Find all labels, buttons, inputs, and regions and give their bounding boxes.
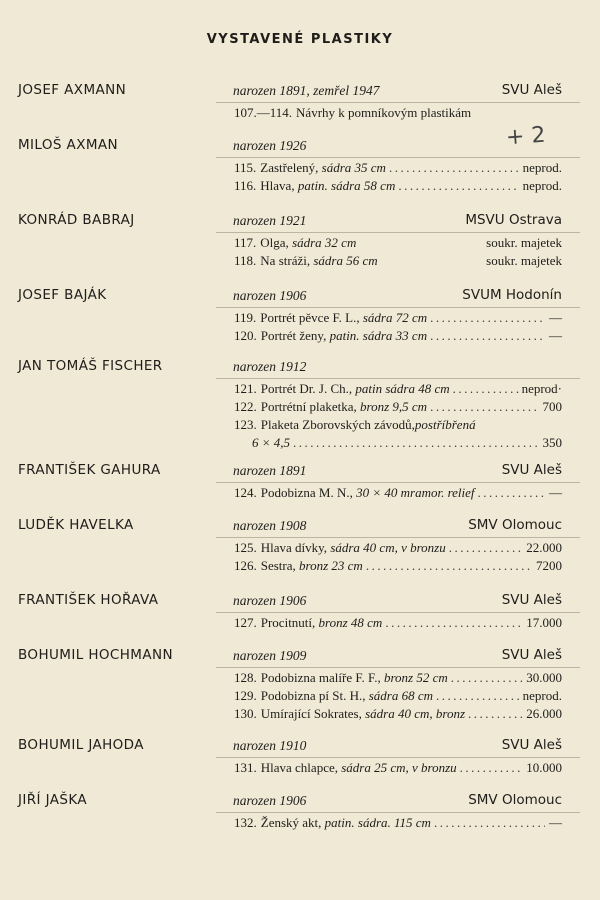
work-description: sádra 40 cm, bronz [361, 706, 466, 721]
work-description: postříbřená [414, 417, 476, 432]
work-title: Procitnutí, [260, 615, 316, 630]
artist-name: FRANTIŠEK HOŘAVA [18, 592, 159, 608]
work-number: 117. [234, 235, 257, 250]
work-title: Umírající Sokrates, [260, 706, 362, 721]
dot-leader [385, 615, 523, 631]
divider-line [216, 482, 580, 483]
work-row [234, 615, 562, 633]
page-title: VYSTAVENÉ PLASTIKY [206, 32, 394, 47]
work-title: Hlava, [260, 178, 295, 193]
artist-entry [18, 737, 582, 775]
work-description: sádra 35 cm [318, 160, 386, 175]
divider-line [216, 812, 580, 813]
work-price: 22.000 [526, 540, 562, 555]
artist-org: SVU Aleš [501, 82, 562, 98]
work-title: Olga, [260, 235, 289, 250]
work-row [234, 381, 562, 399]
artist-born: narozen 1926 [233, 138, 307, 153]
artist-org: SVU Aleš [501, 737, 562, 753]
dot-leader [468, 706, 523, 722]
work-title: Návrhy k pomníkovým plastikám [296, 105, 472, 120]
work-price: 10.000 [526, 760, 562, 775]
artist-header [18, 82, 582, 100]
work-number: 129. [234, 688, 257, 703]
work-row [234, 328, 562, 346]
work-description: sádra 72 cm [359, 310, 428, 325]
artist-name: LUDĚK HAVELKA [18, 517, 134, 533]
work-row-continued [234, 435, 562, 451]
work-description: sádra 25 cm, v bronzu [337, 760, 457, 775]
works-list [234, 485, 562, 503]
work-row [234, 399, 562, 417]
artist-entry [18, 462, 582, 500]
artist-name: JOSEF AXMANN [18, 82, 127, 98]
work-price: soukr. majetek [486, 235, 562, 250]
work-description: patin. sádra. 115 cm [321, 815, 431, 830]
work-number: 123. [234, 417, 257, 432]
work-description: sádra 40 cm, v bronzu [327, 540, 446, 555]
artist-entry [18, 647, 582, 721]
work-title: Ženský akt, [260, 815, 322, 830]
work-description: patin. sádra 58 cm [294, 178, 396, 193]
artist-header [18, 287, 582, 305]
work-number: 116. [234, 178, 257, 193]
dot-leader [430, 399, 539, 415]
artist-born: narozen 1908 [233, 518, 307, 533]
work-price: 17.000 [526, 615, 562, 630]
dot-leader [398, 178, 519, 194]
artist-header [18, 792, 582, 810]
artist-born: narozen 1909 [233, 648, 307, 663]
work-row [234, 540, 562, 558]
dot-leader [389, 160, 520, 176]
work-number: 120. [234, 328, 257, 343]
work-description: sádra 68 cm [365, 688, 434, 703]
divider-line [216, 232, 580, 233]
work-title: Podobizna pí St. H., [260, 688, 366, 703]
work-description: 30 × 40 mramor. relief [352, 485, 475, 500]
works-list [234, 540, 562, 576]
artist-name: BOHUMIL HOCHMANN [18, 647, 173, 663]
dot-leader [430, 328, 545, 344]
work-row [234, 105, 562, 123]
work-title: Plaketa Zborovských závodů, [260, 417, 415, 432]
artist-name: JIŘÍ JAŠKA [18, 792, 88, 808]
work-number: 107.—114. [234, 105, 293, 120]
work-title: Hlava chlapce, [260, 760, 338, 775]
work-title: Hlava dívky, [260, 540, 328, 555]
divider-line [216, 157, 580, 158]
artist-born: narozen 1906 [233, 793, 307, 808]
work-number: 132. [234, 815, 257, 830]
work-row [234, 417, 562, 435]
work-title: Podobizna malíře F. F., [260, 670, 381, 685]
work-price: neprod. [522, 178, 562, 193]
artist-born: narozen 1921 [233, 213, 307, 228]
work-price: neprod. [522, 688, 562, 703]
work-title: Portrétní plaketka, [260, 399, 357, 414]
work-number: 125. [234, 540, 257, 555]
artist-header [18, 212, 582, 230]
work-row [234, 815, 562, 833]
works-list [234, 310, 562, 346]
divider-line [216, 757, 580, 758]
artist-name: KONRÁD BABRAJ [18, 212, 135, 228]
artist-org: SVU Aleš [501, 462, 562, 478]
divider-line [216, 537, 580, 538]
work-price: — [549, 815, 562, 830]
artist-entry [18, 792, 582, 830]
works-list [234, 615, 562, 633]
work-title: Portrét pěvce F. L., [260, 310, 360, 325]
artist-born: narozen 1910 [233, 738, 307, 753]
work-row [234, 235, 562, 253]
artist-org: SMV Olomouc [468, 517, 562, 533]
work-description: bronz 48 cm [315, 615, 383, 630]
dot-leader [453, 381, 519, 397]
dot-leader [449, 540, 524, 556]
artist-entry [18, 82, 582, 120]
work-price: — [549, 485, 562, 500]
artist-name: JAN TOMÁŠ FISCHER [18, 358, 163, 374]
works-list [234, 105, 562, 123]
artist-org: SMV Olomouc [468, 792, 562, 808]
work-price: 350 [542, 435, 562, 450]
artist-entry [18, 212, 582, 268]
work-title: Portrét ženy, [260, 328, 327, 343]
divider-line [216, 378, 580, 379]
work-description: patin. sádra 33 cm [326, 328, 428, 343]
artist-entry [18, 592, 582, 630]
work-title: Podobizna M. N., [260, 485, 353, 500]
artist-born: narozen 1891 [233, 463, 307, 478]
work-price: 7200 [536, 558, 562, 573]
artist-entry [18, 517, 582, 573]
artist-name: JOSEF BAJÁK [18, 287, 107, 303]
divider-line [216, 102, 580, 103]
work-number: 130. [234, 706, 257, 721]
artist-org: SVUM Hodonín [462, 287, 562, 303]
work-number: 128. [234, 670, 257, 685]
work-title: Zastřelený, [260, 160, 319, 175]
dot-leader [451, 670, 523, 686]
work-title: Na stráži, [260, 253, 311, 268]
work-title: Sestra, [260, 558, 296, 573]
work-number: 131. [234, 760, 257, 775]
works-list [234, 670, 562, 724]
work-description: sádra 32 cm [288, 235, 357, 250]
divider-line [216, 667, 580, 668]
works-list [234, 160, 562, 196]
dot-leader [293, 435, 539, 451]
work-row [234, 558, 562, 576]
artist-entry [18, 358, 582, 450]
work-row [234, 706, 562, 724]
work-row [234, 670, 562, 688]
artist-entry [18, 137, 582, 193]
dot-leader [436, 688, 520, 704]
dot-leader [434, 815, 545, 831]
work-description: bronz 52 cm [380, 670, 448, 685]
artist-name: MILOŠ AXMAN [18, 137, 119, 153]
work-description: sádra 56 cm [310, 253, 378, 268]
artist-org: SVU Aleš [501, 647, 562, 663]
artist-header [18, 737, 582, 755]
work-price: — [549, 310, 562, 325]
artist-org: SVU Aleš [501, 592, 562, 608]
artist-name: FRANTIŠEK GAHURA [18, 462, 161, 478]
work-number: 119. [234, 310, 257, 325]
work-description: patin sádra 48 cm [352, 381, 450, 396]
work-number: 127. [234, 615, 257, 630]
work-price: neprod. [522, 160, 562, 175]
dot-leader [478, 485, 545, 501]
dot-leader [366, 558, 533, 574]
artist-born: narozen 1912 [233, 359, 307, 374]
artist-header [18, 592, 582, 610]
work-description: bronz 9,5 cm [356, 399, 428, 414]
artist-header [18, 517, 582, 535]
dot-leader [430, 310, 545, 326]
handwritten-annotation: + 2 [505, 122, 547, 151]
artist-born: narozen 1891, zemřel 1947 [233, 83, 380, 98]
artist-header [18, 137, 582, 155]
work-row [234, 688, 562, 706]
work-number: 121. [234, 381, 257, 396]
work-row [234, 160, 562, 178]
divider-line [216, 612, 580, 613]
work-number: 126. [234, 558, 257, 573]
work-number: 122. [234, 399, 257, 414]
work-description-cont: 6 × 4,5 [252, 435, 291, 450]
artist-born: narozen 1906 [233, 593, 307, 608]
work-description: bronz 23 cm [295, 558, 363, 573]
works-list [234, 760, 562, 778]
divider-line [216, 307, 580, 308]
work-price: 700 [542, 399, 562, 414]
artist-born: narozen 1906 [233, 288, 307, 303]
works-list [234, 235, 562, 271]
work-number: 118. [234, 253, 257, 268]
work-number: 124. [234, 485, 257, 500]
work-price: neprod· [521, 381, 562, 396]
works-list [234, 381, 562, 451]
work-number: 115. [234, 160, 257, 175]
work-row [234, 310, 562, 328]
work-price: — [549, 328, 562, 343]
work-price: 30.000 [526, 670, 562, 685]
dot-leader [460, 760, 524, 776]
artist-entry [18, 287, 582, 343]
artist-name: BOHUMIL JAHODA [18, 737, 144, 753]
artist-org: MSVU Ostrava [465, 212, 562, 228]
work-row [234, 485, 562, 503]
works-list [234, 815, 562, 833]
artist-header [18, 462, 582, 480]
work-price: 26.000 [526, 706, 562, 721]
artist-header [18, 358, 582, 376]
work-row [234, 178, 562, 196]
work-row [234, 253, 562, 271]
work-row [234, 760, 562, 778]
work-price: soukr. majetek [486, 253, 562, 268]
artist-header [18, 647, 582, 665]
work-title: Portrét Dr. J. Ch., [260, 381, 353, 396]
